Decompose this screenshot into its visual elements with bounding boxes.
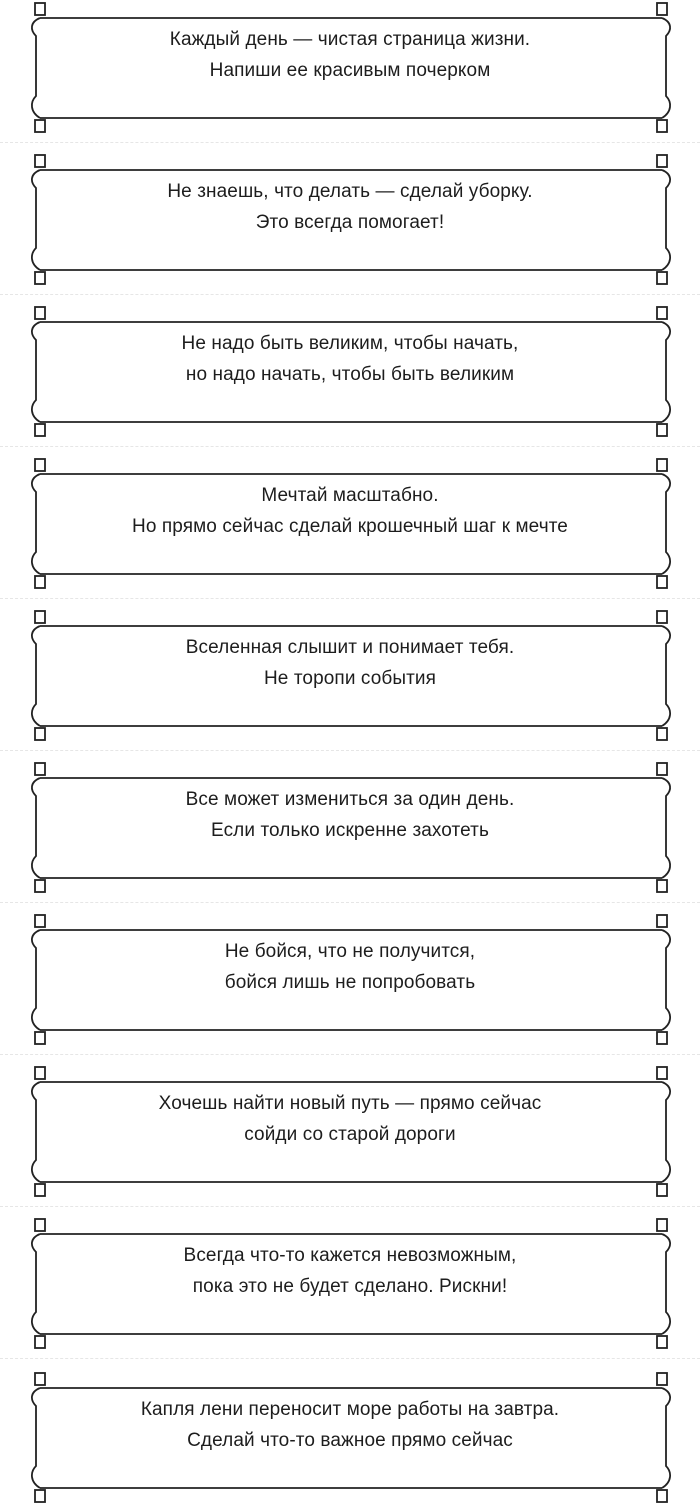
quote-line-1: Не бойся, что не получится, xyxy=(224,941,476,962)
quote-line-2: Сделай что-то важное прямо сейчас xyxy=(187,1430,513,1451)
quote-line-1: Капля лени переносит море работы на завтра. xyxy=(140,1399,560,1420)
quote-text xyxy=(46,1240,654,1302)
cut-line xyxy=(0,598,700,599)
quote-line-2: но надо начать, чтобы быть великим xyxy=(185,364,515,385)
quote-text xyxy=(46,1394,654,1456)
quote-text xyxy=(46,632,654,694)
quote-line-1: Не надо быть великим, чтобы начать, xyxy=(181,333,519,354)
quote-line-2: Напиши ее красивым почерком xyxy=(209,60,491,81)
cut-line xyxy=(0,1206,700,1207)
quote-line-1: Вселенная слышит и понимает тебя. xyxy=(185,637,515,658)
quote-line-1: Не знаешь, что делать — сделай уборку. xyxy=(167,181,533,202)
quote-text xyxy=(46,480,654,542)
quote-line-1: Хочешь найти новый путь — прямо сейчас xyxy=(158,1093,542,1114)
quote-text xyxy=(46,328,654,390)
quote-card xyxy=(0,0,700,130)
quote-line-2: Не торопи события xyxy=(263,668,437,689)
quote-card xyxy=(0,608,700,738)
quote-card xyxy=(0,1216,700,1346)
quote-card xyxy=(0,304,700,434)
quote-line-1: Всегда что-то кажется невозможным, xyxy=(183,1245,517,1266)
quote-card xyxy=(0,1370,700,1500)
quote-card xyxy=(0,456,700,586)
quote-card xyxy=(0,912,700,1042)
quote-card xyxy=(0,1064,700,1194)
quote-text xyxy=(46,24,654,86)
quote-text xyxy=(46,936,654,998)
quote-line-1: Все может измениться за один день. xyxy=(185,789,515,810)
quote-line-2: Это всегда помогает! xyxy=(255,212,445,233)
quote-line-2: пока это не будет сделано. Рискни! xyxy=(192,1276,508,1297)
cut-line xyxy=(0,750,700,751)
cut-line xyxy=(0,902,700,903)
quote-card xyxy=(0,152,700,282)
quote-card xyxy=(0,760,700,890)
quote-text xyxy=(46,784,654,846)
cut-line xyxy=(0,142,700,143)
quote-text xyxy=(46,176,654,238)
quote-line-2: бойся лишь не попробовать xyxy=(224,972,476,993)
cut-line xyxy=(0,294,700,295)
quote-line-2: Если только искренне захотеть xyxy=(211,820,489,841)
quote-line-1: Мечтай масштабно. xyxy=(261,485,439,506)
quote-line-2: сойди со старой дороги xyxy=(244,1124,456,1145)
cut-line xyxy=(0,446,700,447)
cut-line xyxy=(0,1358,700,1359)
quote-text xyxy=(46,1088,654,1150)
cut-line xyxy=(0,1054,700,1055)
quote-line-2: Но прямо сейчас сделай крошечный шаг к мечте xyxy=(132,516,568,537)
quote-line-1: Каждый день — чистая страница жизни. xyxy=(169,29,531,50)
